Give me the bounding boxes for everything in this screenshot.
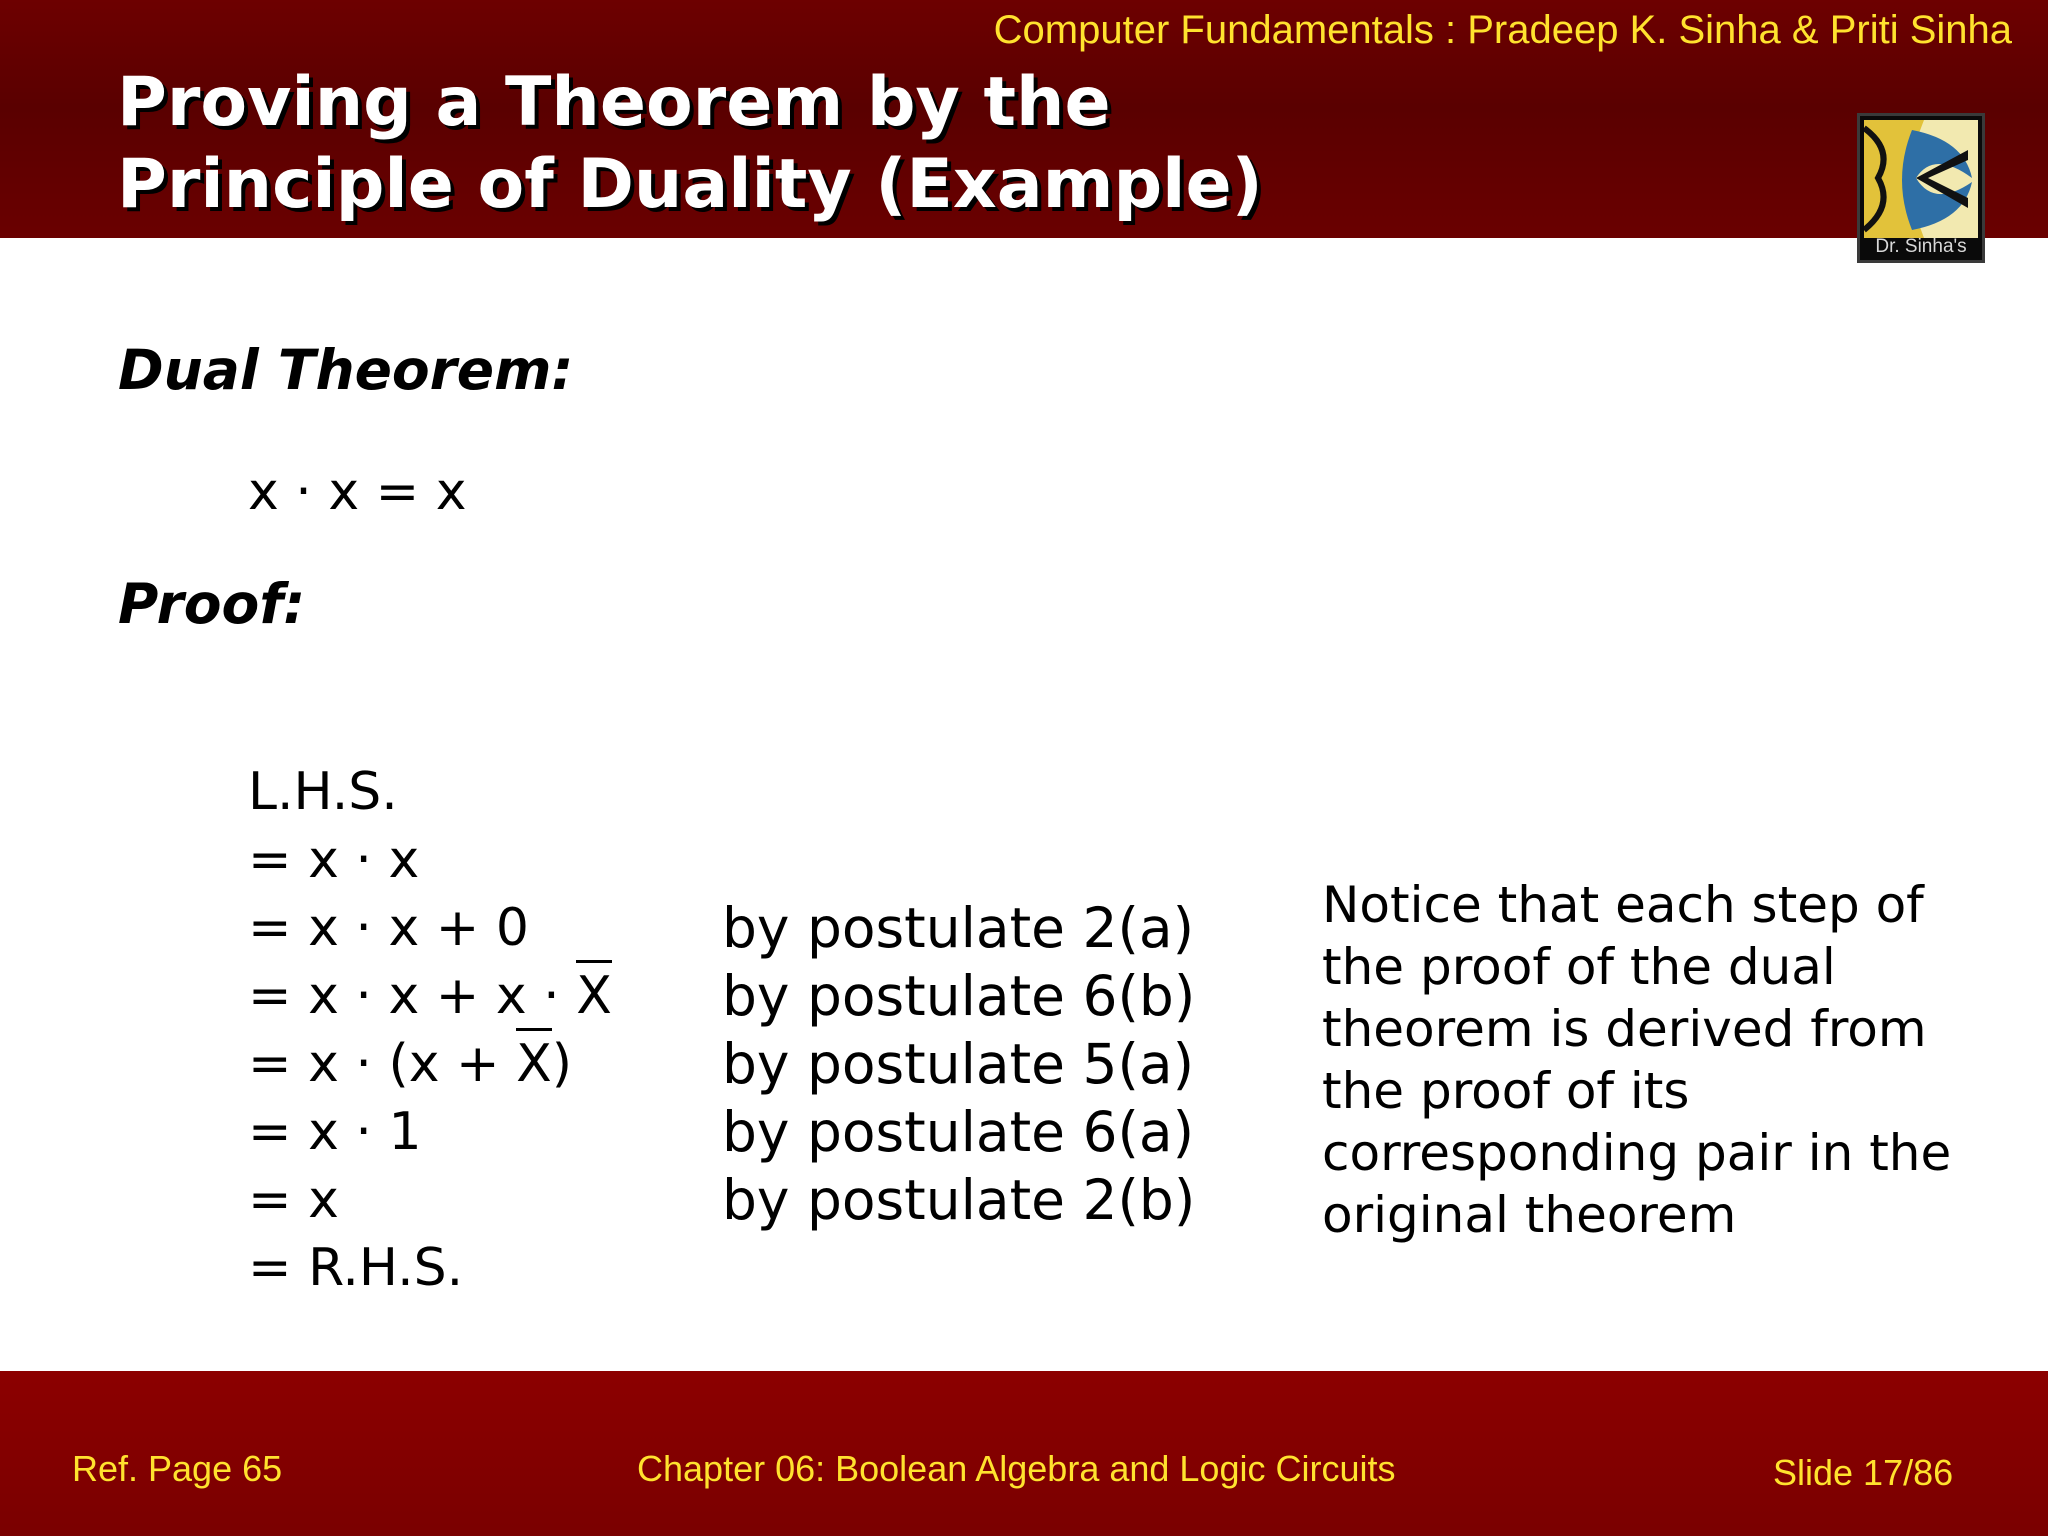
slide-title-line1: Proving a Theorem by the [117, 63, 1111, 142]
notice-text: Notice that each step of the proof of the dual theorem is derived from the proof of its corresponding pair in the original theorem [1322, 876, 1952, 1244]
slide-number: Slide 17/86 [1773, 1452, 1954, 1493]
proof-step: = x · (x + X) [248, 1030, 612, 1098]
x-complement: X [516, 1030, 552, 1098]
reason-text: by postulate 5(a) [722, 1032, 1195, 1096]
ref-page: Ref. Page 65 [72, 1448, 283, 1489]
proof-steps [248, 758, 612, 1302]
proof-step: = x · x + 0 [248, 898, 529, 958]
logo-label: Dr. Sinha's [1875, 236, 1967, 257]
slide-title [117, 62, 1677, 226]
book-title: Computer Fundamentals : Pradeep K. Sinha & Priti Sinha [993, 8, 2012, 52]
proof-step: = x · x [248, 830, 420, 890]
dual-theorem-heading: Dual Theorem: [118, 338, 574, 402]
proof-step: = x · x + x · X [248, 962, 612, 1030]
proof-step: = x [248, 1170, 339, 1230]
x-complement: X [576, 962, 612, 1030]
reason-text: by postulate 2(b) [722, 1168, 1196, 1232]
dual-equation: x · x = x [248, 462, 467, 522]
proof-heading: Proof: [118, 572, 306, 636]
author-logo [1857, 113, 1985, 263]
logo-emblem-icon [1864, 120, 1978, 238]
slide-title-line2: Principle of Duality (Example) [117, 145, 1263, 224]
proof-reasons [722, 894, 1195, 1234]
chapter-label: Chapter 06: Boolean Algebra and Logic Circuits [637, 1448, 1396, 1489]
header-bar [0, 0, 2048, 238]
proof-step: = R.H.S. [248, 1238, 464, 1298]
proof-step: L.H.S. [248, 762, 398, 822]
reason-text: by postulate 6(a) [722, 1100, 1195, 1164]
reason-text: by postulate 2(a) [722, 896, 1195, 960]
proof-step: = x · 1 [248, 1102, 422, 1162]
reason-text: by postulate 6(b) [722, 964, 1196, 1028]
